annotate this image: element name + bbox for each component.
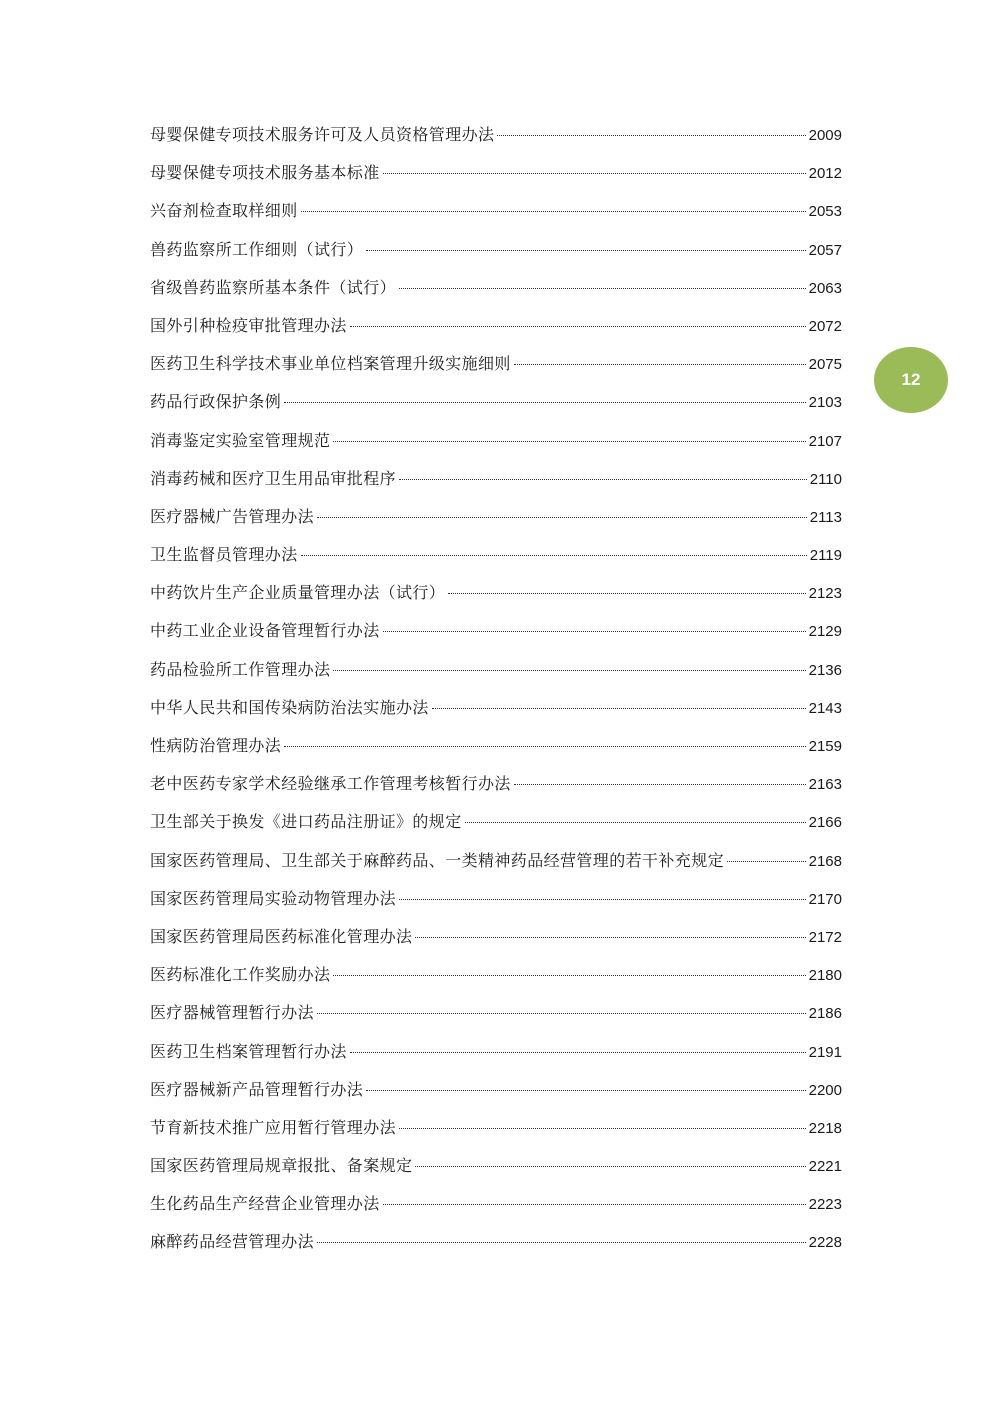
toc-entry-title: 生化药品生产经营企业管理办法 bbox=[150, 1194, 380, 1214]
toc-entry[interactable] bbox=[150, 1230, 842, 1268]
toc-leader-dots bbox=[399, 1128, 806, 1129]
toc-leader-dots bbox=[366, 1090, 805, 1091]
toc-entry-title: 药品检验所工作管理办法 bbox=[150, 659, 331, 679]
toc-leader-dots bbox=[383, 1204, 806, 1205]
toc-leader-dots bbox=[465, 822, 806, 823]
toc-entry-title: 中华人民共和国传染病防治法实施办法 bbox=[150, 697, 429, 717]
toc-entry-title: 中药工业企业设备管理暂行办法 bbox=[150, 621, 380, 641]
toc-entry-title: 麻醉药品经营管理办法 bbox=[150, 1232, 315, 1252]
toc-entry[interactable] bbox=[150, 467, 842, 505]
toc-leader-dots bbox=[448, 593, 805, 594]
toc-entry-title: 医疗器械广告管理办法 bbox=[150, 506, 315, 526]
toc-leader-dots bbox=[415, 1166, 805, 1167]
toc-entry[interactable] bbox=[150, 123, 842, 161]
toc-entry-title: 卫生监督员管理办法 bbox=[150, 545, 298, 565]
toc-entry-title: 药品行政保护条例 bbox=[150, 392, 282, 412]
toc-entry[interactable] bbox=[150, 1078, 842, 1116]
toc-entry-title: 老中医药专家学术经验继承工作管理考核暂行办法 bbox=[150, 774, 511, 794]
toc-entry-page: 2170 bbox=[808, 890, 842, 908]
toc-entry-page: 2129 bbox=[808, 623, 842, 641]
toc-entry-page: 2107 bbox=[808, 432, 842, 450]
toc-leader-dots bbox=[399, 899, 806, 900]
toc-entry[interactable] bbox=[150, 1154, 842, 1192]
toc-entry[interactable] bbox=[150, 887, 842, 925]
toc-entry-page: 2075 bbox=[808, 356, 842, 374]
toc-entry[interactable] bbox=[150, 543, 842, 581]
toc-entry-title: 国家医药管理局实验动物管理办法 bbox=[150, 888, 397, 908]
toc-leader-dots bbox=[383, 173, 806, 174]
toc-entry-title: 国家医药管理局、卫生部关于麻醉药品、一类精神药品经营管理的若干补充规定 bbox=[150, 850, 725, 870]
toc-entry-page: 2166 bbox=[808, 814, 842, 832]
toc-leader-dots bbox=[301, 211, 806, 212]
toc-entry[interactable] bbox=[150, 963, 842, 1001]
toc-leader-dots bbox=[333, 441, 805, 442]
toc-entry-page: 2009 bbox=[808, 127, 842, 144]
toc-entry-title: 医疗器械管理暂行办法 bbox=[150, 1003, 315, 1023]
toc-leader-dots bbox=[727, 861, 806, 862]
toc-entry[interactable] bbox=[150, 772, 842, 810]
toc-entry-title: 省级兽药监察所基本条件（试行） bbox=[150, 277, 397, 297]
toc-leader-dots bbox=[415, 937, 805, 938]
toc-entry-title: 性病防治管理办法 bbox=[150, 736, 282, 755]
toc-entry[interactable] bbox=[150, 390, 842, 428]
toc-entry-page: 2221 bbox=[808, 1158, 842, 1176]
toc-entry-page: 2123 bbox=[808, 585, 842, 603]
toc-entry[interactable] bbox=[150, 314, 842, 352]
toc-entry[interactable] bbox=[150, 1116, 842, 1154]
toc-entry[interactable] bbox=[150, 429, 842, 467]
toc-entry[interactable] bbox=[150, 1001, 842, 1039]
toc-leader-dots bbox=[432, 708, 806, 709]
toc-leader-dots bbox=[399, 479, 807, 480]
toc-entry-page: 2012 bbox=[808, 165, 842, 183]
toc-entry[interactable] bbox=[150, 1192, 842, 1230]
toc-leader-dots bbox=[366, 250, 805, 251]
toc-entry-page: 2053 bbox=[808, 203, 842, 221]
toc-entry-page: 2136 bbox=[808, 661, 842, 679]
toc-entry[interactable] bbox=[150, 199, 842, 237]
toc-entry[interactable] bbox=[150, 505, 842, 543]
toc-entry[interactable] bbox=[150, 581, 842, 619]
toc-entry-title: 兽药监察所工作细则（试行） bbox=[150, 239, 364, 259]
toc-entry[interactable] bbox=[150, 925, 842, 963]
toc-entry[interactable] bbox=[150, 658, 842, 696]
toc-entry-page: 2172 bbox=[808, 928, 842, 946]
toc-entry[interactable] bbox=[150, 161, 842, 199]
toc-leader-dots bbox=[317, 1013, 806, 1014]
toc-leader-dots bbox=[333, 670, 805, 671]
table-of-contents bbox=[150, 123, 842, 1269]
toc-entry-title: 兴奋剂检查取样细则 bbox=[150, 201, 298, 221]
toc-entry-page: 2228 bbox=[808, 1234, 842, 1252]
toc-entry-title: 国家医药管理局医药标准化管理办法 bbox=[150, 926, 413, 946]
toc-entry-page: 2163 bbox=[808, 776, 842, 794]
toc-leader-dots bbox=[317, 517, 807, 518]
toc-entry-page: 2057 bbox=[808, 241, 842, 259]
toc-entry-page: 2218 bbox=[808, 1119, 842, 1137]
toc-entry-title: 医疗器械新产品管理暂行办法 bbox=[150, 1079, 364, 1099]
toc-entry-page: 2159 bbox=[808, 738, 842, 755]
toc-entry-title: 消毒药械和医疗卫生用品审批程序 bbox=[150, 468, 397, 488]
toc-entry-page: 2063 bbox=[808, 279, 842, 297]
toc-leader-dots bbox=[284, 402, 805, 403]
toc-leader-dots bbox=[399, 288, 806, 289]
toc-entry-page: 2072 bbox=[808, 317, 842, 335]
toc-entry-title: 国外引种检疫审批管理办法 bbox=[150, 315, 347, 335]
toc-entry-page: 2200 bbox=[808, 1081, 842, 1099]
toc-leader-dots bbox=[333, 975, 805, 976]
toc-entry-page: 2119 bbox=[809, 547, 842, 565]
toc-entry-title: 医药标准化工作奖励办法 bbox=[150, 965, 331, 985]
toc-entry-title: 国家医药管理局规章报批、备案规定 bbox=[150, 1156, 413, 1176]
page-number-badge bbox=[874, 347, 948, 413]
toc-leader-dots bbox=[301, 555, 807, 556]
toc-entry-title: 中药饮片生产企业质量管理办法（试行） bbox=[150, 583, 446, 603]
toc-entry[interactable] bbox=[150, 734, 842, 772]
toc-leader-dots bbox=[514, 364, 806, 365]
toc-leader-dots bbox=[284, 746, 805, 747]
toc-entry[interactable] bbox=[150, 1040, 842, 1078]
toc-entry-title: 消毒鉴定实验室管理规范 bbox=[150, 430, 331, 450]
toc-leader-dots bbox=[350, 1052, 806, 1053]
toc-entry-page: 2186 bbox=[808, 1005, 842, 1023]
toc-entry-page: 2191 bbox=[808, 1043, 842, 1061]
toc-leader-dots bbox=[350, 326, 806, 327]
toc-entry[interactable] bbox=[150, 696, 842, 734]
toc-entry[interactable] bbox=[150, 619, 842, 657]
toc-entry[interactable] bbox=[150, 352, 842, 390]
toc-leader-dots bbox=[514, 784, 806, 785]
toc-leader-dots bbox=[383, 631, 806, 632]
toc-leader-dots bbox=[497, 135, 805, 136]
toc-entry-page: 2113 bbox=[809, 508, 842, 526]
toc-entry-title: 母婴保健专项技术服务基本标准 bbox=[150, 163, 380, 183]
toc-entry-title: 节育新技术推广应用暂行管理办法 bbox=[150, 1117, 397, 1137]
toc-entry-title: 医药卫生科学技术事业单位档案管理升级实施细则 bbox=[150, 354, 511, 374]
toc-entry-title: 母婴保健专项技术服务许可及人员资格管理办法 bbox=[150, 125, 495, 144]
toc-entry-title: 卫生部关于换发《进口药品注册证》的规定 bbox=[150, 812, 462, 832]
toc-entry[interactable] bbox=[150, 276, 842, 314]
toc-entry[interactable] bbox=[150, 849, 842, 887]
page-number: 12 bbox=[901, 370, 921, 389]
toc-entry-page: 2223 bbox=[808, 1196, 842, 1214]
toc-entry-page: 2180 bbox=[808, 967, 842, 985]
toc-entry-page: 2168 bbox=[808, 852, 842, 870]
toc-leader-dots bbox=[317, 1242, 806, 1243]
toc-entry-page: 2143 bbox=[808, 699, 842, 717]
toc-entry-title: 医药卫生档案管理暂行办法 bbox=[150, 1041, 347, 1061]
toc-entry[interactable] bbox=[150, 238, 842, 276]
toc-entry[interactable] bbox=[150, 810, 842, 848]
toc-entry-page: 2103 bbox=[808, 394, 842, 412]
toc-entry-page: 2110 bbox=[809, 470, 842, 488]
